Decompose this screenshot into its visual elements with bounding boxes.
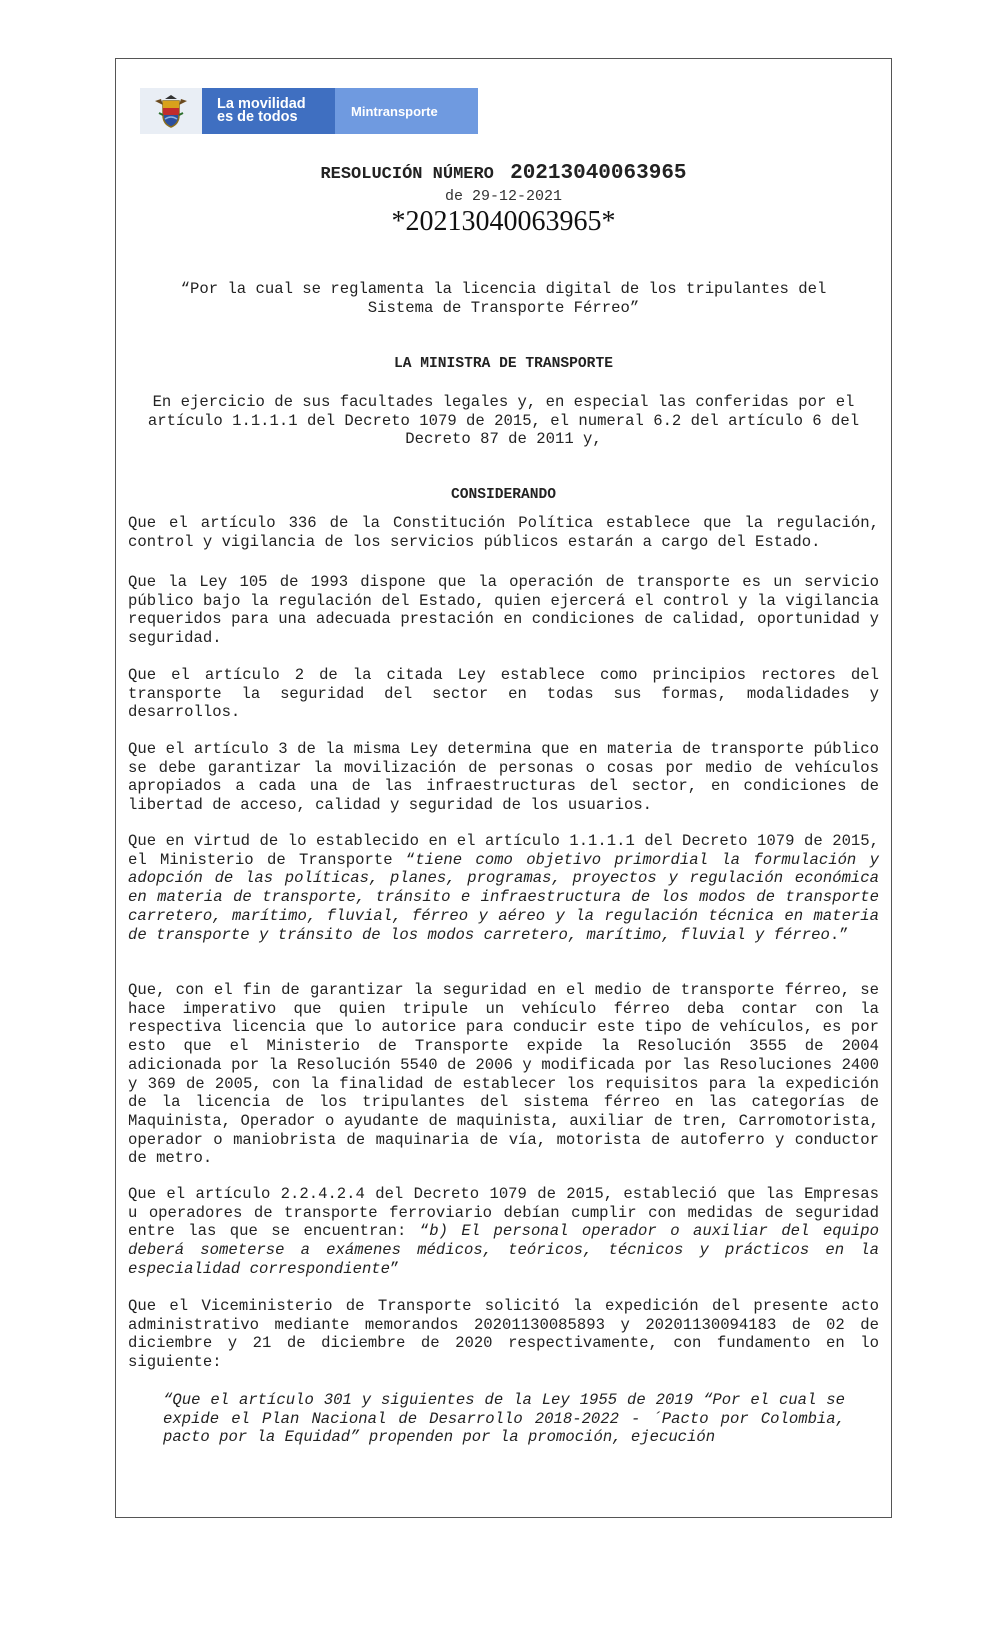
resolution-number: 20213040063965 <box>510 162 687 185</box>
slogan-line-1: La movilidad <box>217 96 306 112</box>
considerando-heading: CONSIDERANDO <box>450 487 557 503</box>
paragraph-7 <box>128 1185 879 1279</box>
authority-heading: LA MINISTRA DE TRANSPORTE <box>394 356 613 372</box>
slogan-line-2: es de todos <box>217 109 298 125</box>
ministry-name: Mintransporte <box>335 88 478 134</box>
resolution-label: RESOLUCIÓN NÚMERO <box>320 165 494 184</box>
resolution-date: de 29-12-2021 <box>444 188 563 205</box>
paragraph-2: Que la Ley 105 de 1993 dispone que la operación de transporte es un servicio público bajo la regulación del Estado, quien ejercerá el control y la vigilancia requeridos para una adecuada prestación en condiciones de calidad, oportunidad y seguridad. <box>128 573 879 648</box>
cited-quote: “Que el artículo 301 y siguientes de la Ley 1955 de 2019 “Por el cual se expide el Plan Nacional de Desarrollo 2018-2022 - ´Pacto por Colombia, pacto por la Equidad” propenden por la promoción, ejecución <box>163 1391 845 1447</box>
paragraph-7-quote: b) El personal operador o auxiliar del equipo deberá someterse a exámenes médicos, teóricos, técnicos y prácticos en la especialidad correspondiente <box>128 1222 879 1278</box>
paragraph-1: Que el artículo 336 de la Constitución Política establece que la regulación, control y vigilancia de los servicios públicos estarán a cargo del Estado. <box>128 514 879 551</box>
faculties-paragraph: En ejercicio de sus facultades legales y, en especial las conferidas por el artículo 1.1.1.1 del Decreto 1079 de 2015, el numeral 6.2 del artículo 6 del Decreto 87 de 2011 y, <box>147 393 860 449</box>
paragraph-4: Que el artículo 3 de la misma Ley determina que en materia de transporte público se debe garantizar la movilización de personas o cosas por medio de vehículos apropiados a cada una de las infraestructuras del sector, en condiciones de libertad de acceso, calidad y seguridad de los usuarios. <box>128 740 879 815</box>
paragraph-7-text: Que el artículo 2.2.4.2.4 del Decreto 1079 de 2015, estableció que las Empresas u operadores de transporte ferroviario debían cumplir con medidas de seguridad entre las que se encuentran: “ <box>128 1185 879 1241</box>
ministry-logo-banner <box>140 88 478 134</box>
slogan-block <box>202 88 335 134</box>
paragraph-3: Que el artículo 2 de la citada Ley establece como principios rectores del transporte la seguridad del sector en todas sus formas, modalidades y desarrollos. <box>128 666 879 722</box>
paragraph-8: Que el Viceministerio de Transporte solicitó la expedición del presente acto administrativo mediante memorandos 20201130085893 y 20201130094183 de 02 de diciembre y 21 de diciembre de 2020 respectivamente, con fundamento en lo siguiente: <box>128 1297 879 1372</box>
resolution-subtitle: “Por la cual se reglamenta la licencia digital de los tripulantes del Sistema de Transporte Férreo” <box>180 280 827 317</box>
paragraph-5 <box>128 832 879 944</box>
paragraph-5-text: Que en virtud de lo establecido en el artículo 1.1.1.1 del Decreto 1079 de 2015, el Ministerio de Transporte “ <box>128 832 879 869</box>
paragraph-6: Que, con el fin de garantizar la seguridad en el medio de transporte férreo, se hace imperativo que quien tripule un vehículo férreo deba contar con la respectiva licencia que lo autorice para conducir este tipo de vehículos, es por esto que el Ministerio de Transporte expide la Resolución 3555 de 2004 adicionada por la Resolución 5540 de 2006 y modificada por las Resoluciones 2400 y 369 de 2005, con la finalidad de establecer los requisitos para la expedición de la licencia de los tripulantes del sistema férreo en las categorías de Maquinista, Operador o ayudante de maquinista, auxiliar de tren, Carromotorista, operador o maniobrista de maquinaria de vía, motorista de autoferro y conductor de metro. <box>128 981 879 1168</box>
resolution-title <box>115 162 892 185</box>
paragraph-5-quote: tiene como objetivo primordial la formulación y adopción de las políticas, planes, programas, proyectos y regulación económica en materia de transporte, tránsito e infraestructura de los modos de transporte carretero, marítimo, fluvial, férreo y aéreo y la regulación técnica en materia de transporte y tránsito de los modos carretero, marítimo, fluvial y férreo <box>128 850 879 944</box>
paragraph-5-end: .” <box>829 925 849 944</box>
barcode-text: *20213040063965* <box>391 206 616 237</box>
paragraph-7-end: ” <box>390 1259 400 1278</box>
colombia-coat-of-arms-icon <box>140 88 202 134</box>
